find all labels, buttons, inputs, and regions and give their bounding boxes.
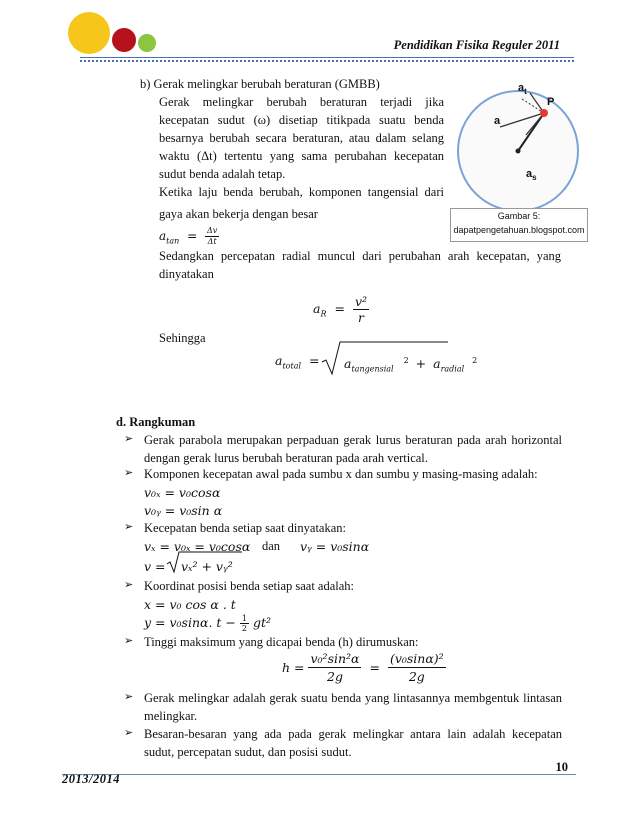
summary-item-4-line-1: Koordinat posisi benda setiap saat adalah: bbox=[144, 579, 355, 593]
summary-item-4-eq-2: y = v₀sinα. t − $\frac{1}{2}$ gt² bbox=[144, 614, 271, 633]
summary-item-6-line-2: melingkar. bbox=[144, 709, 198, 723]
section-d-heading: d. Rangkuman bbox=[116, 415, 196, 429]
section-b-line-7: gaya akan bekerja dengan besar bbox=[159, 207, 318, 221]
sehingga-text: Sehingga bbox=[159, 331, 206, 345]
atan-formula: $a_{tan}$ = $\frac{\Delta v}{\Delta t}$ bbox=[159, 226, 218, 246]
bullet-arrow-icon: ➢ bbox=[124, 467, 134, 479]
summary-item-3-eq-2-lhs: v = bbox=[144, 559, 166, 574]
summary-item-7-line-2: sudut, percepatan sudut, dan posisi sudut. bbox=[144, 745, 352, 759]
bullet-arrow-icon: ➢ bbox=[124, 691, 134, 703]
summary-item-3-line-1: Kecepatan benda setiap saat dinyatakan: bbox=[144, 521, 346, 535]
summary-item-2-line-1: Komponen kecepatan awal pada sumbu x dan sumbu y masing-masing adalah: bbox=[144, 467, 538, 481]
section-b-line-1: Gerak melingkar berubah beraturan terjadi jika bbox=[159, 95, 444, 109]
fig-label-a: a bbox=[494, 115, 501, 127]
atotal-lhs: $a_{total}$ = bbox=[275, 353, 320, 371]
green-circle-decoration bbox=[138, 34, 156, 52]
section-b-line-3: besarnya berubah secara beraturan, atau dalam selang bbox=[159, 131, 444, 145]
atotal-radicand: $a_{tangensial}$ $^2 + a_{radial}$ $^2$ bbox=[344, 356, 478, 374]
bullet-arrow-icon: ➢ bbox=[124, 579, 134, 591]
fig-label-p: P bbox=[547, 96, 555, 108]
header-rule bbox=[80, 57, 574, 58]
figure-caption bbox=[450, 208, 588, 242]
caption-line-2: dapatpengetahuan.blogspot.com bbox=[453, 225, 585, 235]
summary-item-3-eq-1a: vₓ = v₀ₓ = v₀cosα bbox=[144, 539, 251, 554]
section-b-line-5: sudut benda adalah tetap. bbox=[159, 167, 286, 181]
section-b-line-8: Sedangkan percepatan radial muncul dari perubahan arah kecepatan, yang bbox=[159, 249, 561, 263]
caption-line-1: Gambar 5: bbox=[497, 211, 541, 221]
summary-item-6-line-1: Gerak melingkar adalah gerak suatu benda yang lintasannya membgentuk lintasan bbox=[144, 691, 562, 705]
bullet-arrow-icon: ➢ bbox=[124, 727, 134, 739]
fig-label-at: $a_t$ bbox=[518, 82, 527, 97]
section-b-line-2: kecepatan sudut (ω) disetiap titikpada suatu benda bbox=[159, 113, 444, 127]
summary-item-3-eq-1b: vᵧ = v₀sinα bbox=[300, 539, 370, 554]
summary-item-7-line-1: Besaran-besaran yang ada pada gerak melingkar antara lain adalah kecepatan bbox=[144, 727, 562, 741]
circular-motion-figure bbox=[452, 81, 580, 209]
section-b-line-6: Ketika laju benda berubah, komponen tangensial dari bbox=[159, 185, 444, 199]
summary-item-3-dan: dan bbox=[262, 539, 281, 553]
summary-item-1-line-2: dengan gerak lurus berubah beraturan pada arah vertical. bbox=[144, 451, 428, 465]
summary-item-2-eq-1: v₀ₓ = v₀cosα bbox=[144, 485, 221, 500]
section-b-line-9: dinyatakan bbox=[159, 267, 214, 281]
header-dotted-rule bbox=[80, 60, 574, 62]
summary-item-4-eq-1: x = v₀ cos α . t bbox=[144, 597, 236, 612]
section-b-line-4: waktu (Δt) tertentu yang sama perubahan kecepatan bbox=[159, 149, 444, 163]
point-p bbox=[540, 109, 548, 117]
footer-rule bbox=[62, 774, 576, 775]
bullet-arrow-icon: ➢ bbox=[124, 635, 134, 647]
center-dot bbox=[516, 149, 521, 154]
bullet-arrow-icon: ➢ bbox=[124, 433, 134, 445]
summary-item-1-line-1: Gerak parabola merupakan perpaduan gerak lurus beraturan pada arah horizontal bbox=[144, 433, 562, 447]
yellow-circle-decoration bbox=[68, 12, 110, 54]
section-b-heading: b) Gerak melingkar berubah beraturan (GMBB) bbox=[140, 77, 380, 91]
header-title: Pendidikan Fisika Reguler 2011 bbox=[393, 38, 560, 52]
red-circle-decoration bbox=[112, 28, 136, 52]
fig-label-as: $a_s$ bbox=[526, 168, 537, 183]
bullet-arrow-icon: ➢ bbox=[124, 521, 134, 533]
ar-formula: $a_R$ = $\frac{\text{v²}}{r}$ bbox=[313, 294, 368, 325]
summary-item-3-eq-2-radicand: vₓ² + vᵧ² bbox=[181, 559, 233, 574]
footer-year: 2013/2014 bbox=[62, 772, 120, 786]
summary-item-5-line-1: Tinggi maksimum yang dicapai benda (h) dirumuskan: bbox=[144, 635, 419, 649]
summary-item-5-formula: h = $\frac{\text{v₀²sin²α}}{2g}$ = $\frac{\text{(v₀sinα)²}}{2g}$ bbox=[282, 651, 444, 684]
summary-item-2-eq-2: v₀ᵧ = v₀sin α bbox=[144, 503, 223, 518]
page-number: 10 bbox=[555, 760, 568, 774]
